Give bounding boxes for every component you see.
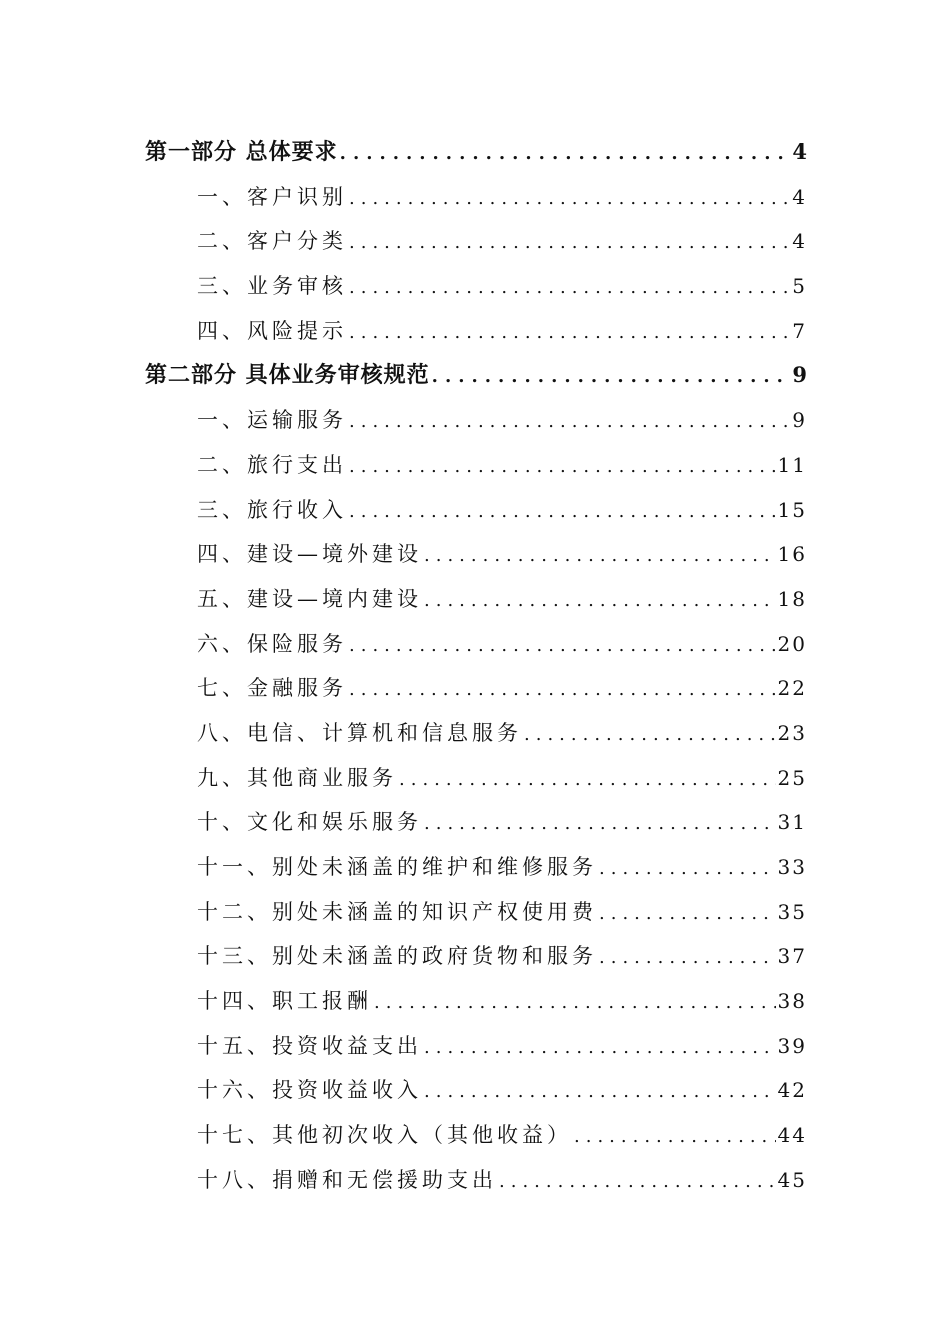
toc-page-number: 39 — [777, 1033, 807, 1058]
toc-entry-title: 十五、投资收益支出 — [197, 1033, 422, 1058]
toc-page-number: 44 — [777, 1123, 807, 1148]
toc-page-number: 45 — [777, 1167, 807, 1192]
toc-entry[interactable] — [145, 1024, 807, 1069]
toc-page-number: 25 — [777, 765, 807, 790]
toc-entry[interactable] — [145, 845, 807, 890]
toc-leader-dots — [432, 355, 791, 398]
toc-entry[interactable] — [145, 890, 807, 935]
toc-page-number: 37 — [777, 944, 807, 969]
toc-entry[interactable] — [145, 622, 807, 667]
toc-entry-title: 十八、捐赠和无偿援助支出 — [197, 1167, 497, 1192]
toc-entry[interactable] — [145, 443, 807, 488]
toc-entry[interactable] — [145, 532, 807, 577]
toc-entry[interactable] — [145, 577, 807, 622]
toc-entry-title: 十一、别处未涵盖的维护和维修服务 — [197, 855, 597, 879]
toc-entry-title: 十四、职工报酬 — [197, 989, 372, 1014]
toc-page-number: 42 — [777, 1078, 807, 1103]
toc-leader-dots — [349, 400, 790, 443]
toc-entry-title: 九、其他商业服务 — [197, 765, 397, 790]
toc-page-number: 15 — [777, 497, 807, 522]
toc-page-number: 4 — [792, 184, 807, 209]
toc-page-number: 35 — [777, 899, 807, 924]
toc-page-number: 16 — [777, 542, 807, 567]
toc-leader-dots — [424, 1026, 776, 1069]
toc-entry[interactable] — [145, 309, 807, 354]
toc-entry[interactable] — [145, 756, 807, 801]
toc-entry[interactable] — [145, 219, 807, 264]
toc-part-title: 第一部分 总体要求 — [145, 139, 338, 165]
toc-leader-dots — [574, 1115, 776, 1158]
toc-leader-dots — [349, 311, 790, 354]
toc-leader-dots — [599, 892, 776, 935]
toc-page-number: 22 — [777, 676, 807, 701]
toc-leader-dots — [349, 221, 790, 264]
toc-page-number: 4 — [792, 229, 807, 254]
toc-entry[interactable] — [145, 711, 807, 756]
toc-leader-dots — [524, 713, 776, 756]
toc-entry-title: 三、业务审核 — [197, 274, 347, 299]
toc-entry-title: 十、文化和娱乐服务 — [197, 810, 422, 835]
table-of-contents — [145, 130, 807, 1203]
toc-entry[interactable] — [145, 934, 807, 979]
toc-page-number: 18 — [777, 586, 807, 611]
toc-page-number: 7 — [792, 318, 807, 343]
toc-leader-dots — [424, 534, 776, 577]
toc-entry[interactable] — [145, 979, 807, 1024]
toc-page-number: 11 — [777, 452, 807, 477]
toc-entry[interactable] — [145, 175, 807, 220]
toc-leader-dots — [349, 668, 776, 711]
toc-page-number: 9 — [792, 362, 807, 388]
toc-leader-dots — [599, 847, 776, 890]
toc-entry[interactable] — [145, 488, 807, 533]
toc-leader-dots — [424, 802, 776, 845]
toc-leader-dots — [424, 579, 776, 622]
toc-leader-dots — [340, 132, 791, 175]
toc-leader-dots — [499, 1160, 776, 1203]
toc-entry-title: 七、金融服务 — [197, 676, 347, 701]
toc-entry-title: 十三、别处未涵盖的政府货物和服务 — [197, 944, 597, 969]
toc-entry-title: 四、风险提示 — [197, 318, 347, 343]
toc-entry-title: 一、运输服务 — [197, 408, 347, 433]
toc-leader-dots — [374, 981, 776, 1024]
toc-page-number: 5 — [792, 274, 807, 299]
toc-leader-dots — [349, 445, 776, 488]
toc-page-number: 20 — [777, 631, 807, 656]
toc-entry[interactable] — [145, 666, 807, 711]
toc-entry-title: 五、建设—境内建设 — [197, 586, 422, 611]
toc-leader-dots — [349, 266, 790, 309]
toc-part-1[interactable] — [145, 130, 807, 175]
toc-page-number: 31 — [777, 810, 807, 835]
toc-leader-dots — [599, 936, 776, 979]
toc-page-number: 33 — [777, 855, 807, 879]
toc-entry-title: 六、保险服务 — [197, 631, 347, 656]
toc-entry-title: 十二、别处未涵盖的知识产权使用费 — [197, 899, 597, 924]
toc-entry-title: 一、客户识别 — [197, 184, 347, 209]
toc-entry-title: 十七、其他初次收入（其他收益） — [197, 1123, 572, 1148]
toc-leader-dots — [349, 624, 776, 667]
toc-leader-dots — [349, 490, 776, 533]
toc-part-2[interactable] — [145, 353, 807, 398]
toc-entry[interactable] — [145, 1113, 807, 1158]
toc-page-number: 23 — [777, 720, 807, 745]
toc-entry[interactable] — [145, 800, 807, 845]
toc-entry[interactable] — [145, 1068, 807, 1113]
toc-page-number: 9 — [792, 408, 807, 433]
toc-entry-title: 二、旅行支出 — [197, 452, 347, 477]
toc-entry-title: 十六、投资收益收入 — [197, 1078, 422, 1103]
toc-entry-title: 四、建设—境外建设 — [197, 542, 422, 567]
toc-entry[interactable] — [145, 264, 807, 309]
toc-entry-title: 二、客户分类 — [197, 229, 347, 254]
toc-part-title: 第二部分 具体业务审核规范 — [145, 362, 430, 389]
toc-leader-dots — [399, 758, 776, 801]
toc-leader-dots — [424, 1070, 776, 1113]
toc-page-number: 4 — [792, 139, 807, 164]
toc-page-number: 38 — [777, 989, 807, 1014]
toc-entry-title: 三、旅行收入 — [197, 497, 347, 522]
toc-entry[interactable] — [145, 398, 807, 443]
toc-entry-title: 八、电信、计算机和信息服务 — [197, 720, 522, 745]
toc-leader-dots — [349, 177, 790, 220]
toc-entry[interactable] — [145, 1158, 807, 1203]
